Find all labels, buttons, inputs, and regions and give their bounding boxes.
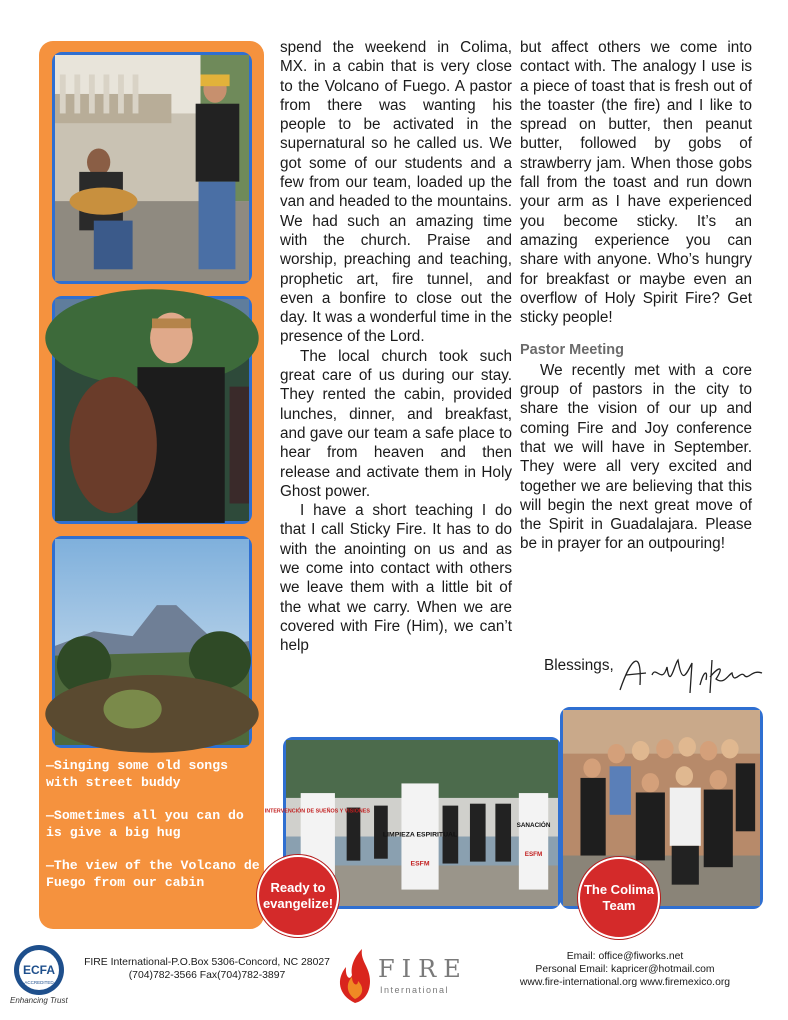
paragraph: I have a short teaching I do that I call Sticky Fire. It has to do with the anointing on us and as we come into contact with others we leave them with a little bit of the what we carry. When we are covered with Fire (Him), we can’t help xyxy=(280,502,512,655)
fire-international-logo xyxy=(330,945,468,1005)
banner-text-1: INTERVENCIÓN DE SUEÑOS Y VISIONES xyxy=(264,808,370,815)
photo-volcano-view xyxy=(52,536,252,748)
banner-esfm-1: ESFM xyxy=(410,860,430,868)
section-heading: Pastor Meeting xyxy=(520,342,624,359)
logo-subtitle: International xyxy=(380,985,450,995)
paragraph: The local church took such great care of us during our stay. They rented the cabin, provided lunches, dinner, and breakfast, and gave our team a safe place to hear from heaven and then release and activate them in Holy Ghost power. xyxy=(280,347,512,500)
photo-big-hug xyxy=(52,296,252,524)
text-column-1 xyxy=(280,38,512,656)
closing-blessings: Blessings, xyxy=(544,657,614,674)
banner-esfm-2: ESFM xyxy=(524,850,543,858)
badge-colima-team: The Colima Team xyxy=(578,857,660,939)
address-line-1: FIRE International-P.O.Box 5306-Concord, NC 28027 xyxy=(84,957,330,968)
photo-street-singing xyxy=(52,52,252,284)
photo-captions xyxy=(46,758,260,908)
text-column-2 xyxy=(520,38,752,554)
badge-ready-to-evangelize: Ready to evangelize! xyxy=(257,855,339,937)
caption-3: —The view of the Volcano de Fuego from our cabin xyxy=(46,858,260,890)
personal-email: Personal Email: kapricer@hotmail.com xyxy=(535,964,715,975)
paragraph: but affect others we come into contact with. The analogy I use is a piece of toast that is fresh out of the toaster (the fire) and I like to spread on butter, then peanut butter, followed by gobs of strawberry jam. When those gobs fall from the toast and run down your arm as I have experienced you become sticky. It’s an amazing experience you can share with anyone. Who’s hungry for breakfast or maybe even an overflow of Holy Spirit Fire? Get sticky people! xyxy=(520,39,752,327)
flame-icon xyxy=(330,945,380,1005)
caption-2: —Sometimes all you can do is give a big hug xyxy=(46,808,244,840)
address-line-2: (704)782-3566 Fax(704)782-3897 xyxy=(128,970,286,981)
banner-text-3: SANACIÓN xyxy=(516,821,551,829)
mailing-address xyxy=(77,956,337,982)
ecfa-accredited: ACCREDITED xyxy=(24,980,54,985)
caption-1: —Singing some old songs with street buddy xyxy=(46,758,229,790)
banner-text-2: LIMPIEZA ESPIRITUAL xyxy=(382,831,458,839)
logo-word: FIRE xyxy=(378,955,468,983)
paragraph: We recently met with a core group of pastors in the city to share the vision of our up and coming Fire and Joy conference that we will have in September. They were all very excited and together we are believing that this will begin the next great move of the Spirit in Guadalajara. Please be in prayer for an outpouring! xyxy=(520,361,752,553)
ecfa-text: ECFA xyxy=(22,963,56,977)
websites: www.fire-international.org www.firemexico.org xyxy=(519,977,731,988)
signature xyxy=(612,645,772,705)
paragraph: spend the weekend in Colima, MX. in a cabin that is very close to the Volcano of Fuego. A pastor from there was wanting his people to be activated in the supernatural so he called us. We got some of our students and a few from our team, loaded up the van and headed to the mountains. We had such an amazing time with the church. Praise and worship, preaching and teaching, prophetic art, fire tunnel, and even a bonfire to close out the day. It was a wonderful time in the presence of the Lord. xyxy=(280,39,512,346)
ecfa-tagline: Enhancing Trust xyxy=(10,996,68,1005)
contact-info xyxy=(470,950,780,989)
office-email: Email: office@fiworks.net xyxy=(566,951,684,962)
